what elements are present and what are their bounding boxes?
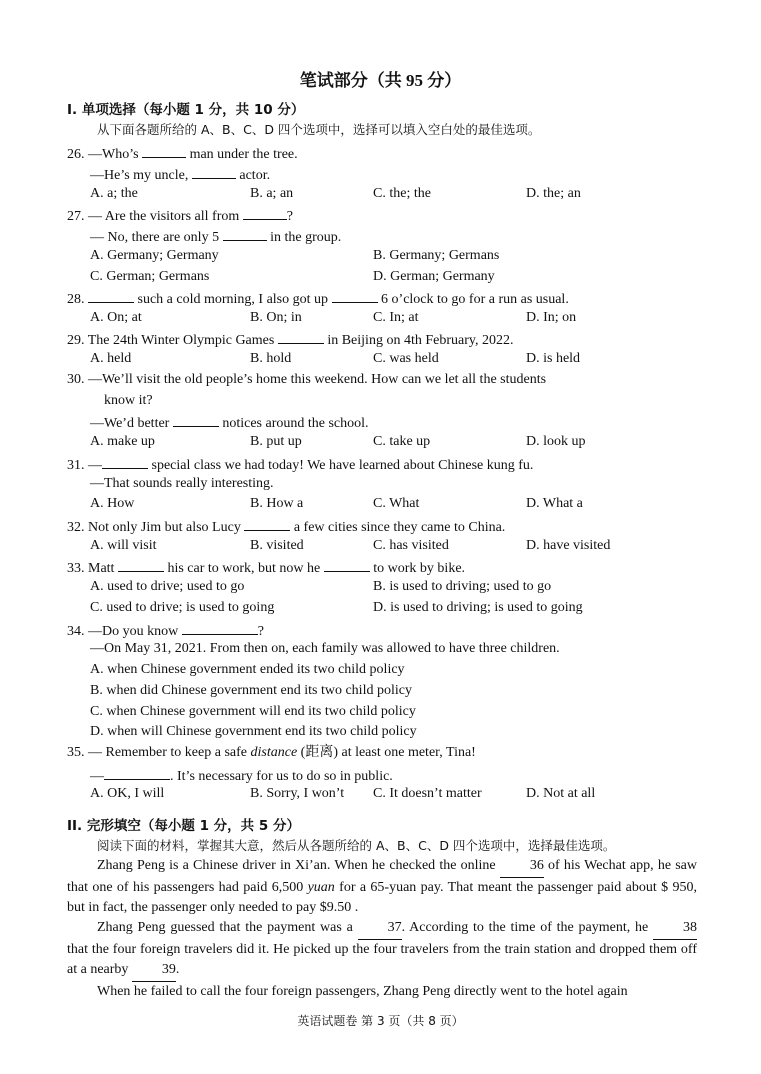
q26-text-a: 26. —Who’s	[67, 147, 143, 162]
q35-text-a: 35. — Remember to keep a safe	[67, 745, 251, 760]
q27-line2	[90, 226, 341, 247]
cloze-blank-37: 37	[358, 918, 402, 940]
q28-option-b: B. On; in	[250, 310, 302, 325]
answer-blank	[173, 412, 219, 427]
q26-text-b: man under the tree.	[186, 147, 298, 162]
q30-line3	[90, 412, 369, 433]
passage-text: that the four foreign travelers did it. He picked up the four travelers from the train station and dropped them off at a nearby	[67, 941, 697, 978]
q35-option-b: B. Sorry, I won’t	[250, 786, 345, 801]
q34-line1	[67, 620, 264, 641]
q32-option-d: D. have visited	[526, 538, 611, 553]
q34-option-b: B. when did Chinese government end its two child policy	[90, 683, 412, 698]
q26-options	[90, 185, 710, 203]
q30-option-a: A. make up	[90, 434, 155, 449]
q27-option-a: A. Germany; Germany	[90, 248, 219, 263]
q33-line1	[67, 557, 465, 578]
q30-line2: know it?	[104, 393, 153, 408]
q34-option-c: C. when Chinese government will end its two child policy	[90, 704, 416, 719]
passage-text: .	[175, 962, 180, 978]
q27-text-b: ?	[286, 209, 293, 224]
q31-text-a: 31. —	[67, 458, 102, 473]
q26-option-c: C. the; the	[373, 186, 431, 201]
q34-option-a: A. when Chinese government ended its two child policy	[90, 662, 405, 677]
answer-blank	[118, 557, 164, 572]
answer-blank	[243, 205, 287, 220]
passage-paragraph-2	[67, 918, 697, 982]
answer-blank	[223, 226, 267, 241]
q31-option-b: B. How a	[250, 496, 304, 511]
q28-option-c: C. In; at	[373, 310, 419, 325]
page-footer: 英语试题卷 第 3 页（共 8 页）	[297, 1014, 464, 1028]
passage-paragraph-3: When he failed to call the four foreign passengers, Zhang Peng directly went to the hotel again	[97, 984, 628, 999]
q29-option-a: A. held	[90, 351, 132, 366]
q27-text-a: 27. — Are the visitors all from	[67, 209, 243, 224]
answer-blank	[104, 765, 170, 780]
cloze-blank-39: 39	[132, 960, 176, 982]
q32-option-c: C. has visited	[373, 538, 449, 553]
q34-option-d: D. when will Chinese government end its two child policy	[90, 724, 417, 739]
q31-text-b: special class we had today! We have learned about Chinese kung fu.	[148, 458, 534, 473]
passage-text: Zhang Peng is a Chinese driver in Xi’an. When he checked the online	[97, 858, 500, 873]
q28-line1	[67, 288, 569, 309]
q26-line1	[67, 143, 298, 164]
passage-text: Zhang Peng guessed that the payment was a	[97, 920, 358, 935]
q29-line1	[67, 329, 513, 350]
q27-options-row1	[90, 247, 710, 265]
answer-blank	[192, 164, 236, 179]
answer-blank	[332, 288, 378, 303]
q29-options	[90, 350, 710, 368]
q30-text-b: notices around the school.	[218, 416, 369, 431]
q30-option-c: C. take up	[373, 434, 431, 449]
answer-blank	[182, 620, 258, 635]
q34-text-b: ?	[257, 624, 264, 639]
passage-text: of his Wechat app, he saw that one of his passengers had paid 6,500	[67, 858, 697, 895]
q29-option-b: B. hold	[250, 351, 292, 366]
q27-option-c: C. German; Germans	[90, 269, 210, 284]
q26-option-a: A. a; the	[90, 186, 138, 201]
q32-option-a: A. will visit	[90, 538, 157, 553]
cloze-blank-38: 38	[653, 918, 697, 940]
q30-option-b: B. put up	[250, 434, 302, 449]
q33-options-row1	[90, 578, 710, 596]
q32-options	[90, 537, 710, 555]
q30-options	[90, 433, 710, 451]
q32-text-a: 32. Not only Jim but also Lucy	[67, 520, 245, 535]
q26-text-c: —He’s my uncle,	[90, 168, 192, 183]
cloze-blank-36: 36	[500, 856, 544, 878]
q28-options	[90, 309, 710, 327]
q27-text-d: in the group.	[266, 230, 342, 245]
q33-option-c: C. used to drive; is used to going	[90, 600, 275, 615]
q32-text-b: a few cities since they came to China.	[290, 520, 506, 535]
q28-text-c: 6 o’clock to go for a run as usual.	[377, 292, 569, 307]
answer-blank	[142, 143, 186, 158]
q31-option-c: C. What	[373, 496, 420, 511]
q31-option-a: A. How	[90, 496, 135, 511]
q34-line2: —On May 31, 2021. From then on, each family was allowed to have three children.	[90, 641, 560, 656]
q26-text-d: actor.	[235, 168, 271, 183]
q26-option-d: D. the; an	[526, 186, 581, 201]
passage-italic-word: yuan	[307, 879, 335, 895]
q27-option-b: B. Germany; Germans	[373, 248, 500, 263]
q32-line1	[67, 516, 505, 537]
q33-option-d: D. is used to driving; is used to going	[373, 600, 583, 615]
passage-text: for a 65-yuan pay. That meant the passenger paid about $ 950, but in fact, the passenger only needed to pay $9.50 .	[67, 879, 697, 916]
answer-blank	[88, 288, 134, 303]
section-1-heading: I. 单项选择（每小题 1 分，共 10 分）	[67, 102, 305, 118]
q28-text-a: 28.	[67, 292, 88, 307]
q29-option-c: C. was held	[373, 351, 439, 366]
section-1-instruction: 从下面各题所给的 A、B、C、D 四个选项中，选择可以填入空白处的最佳选项。	[97, 122, 541, 137]
q33-options-row2	[90, 599, 710, 617]
q33-text-a: 33. Matt	[67, 561, 118, 576]
answer-blank	[278, 329, 324, 344]
q28-option-a: A. On; at	[90, 310, 142, 325]
q33-text-c: to work by bike.	[369, 561, 466, 576]
q33-option-b: B. is used to driving; used to go	[373, 579, 552, 594]
answer-blank	[244, 516, 290, 531]
q35-text-b: (距离) at least one meter, Tina!	[297, 745, 476, 760]
passage-paragraph-1	[67, 856, 697, 919]
q31-line2: —That sounds really interesting.	[90, 476, 274, 491]
q27-option-d: D. German; Germany	[373, 269, 495, 284]
q35-text-c: —	[90, 769, 104, 784]
q35-option-c: C. It doesn’t matter	[373, 786, 482, 801]
q26-option-b: B. a; an	[250, 186, 294, 201]
q29-option-d: D. is held	[526, 351, 581, 366]
q35-options	[90, 785, 710, 803]
page-title: 笔试部分（共 95 分）	[299, 71, 462, 90]
q27-text-c: — No, there are only 5	[90, 230, 223, 245]
q35-line2	[90, 765, 393, 786]
section-2-instruction: 阅读下面的材料，掌握其大意，然后从各题所给的 A、B、C、D 四个选项中，选择最佳选项。	[97, 838, 616, 853]
q30-option-d: D. look up	[526, 434, 586, 449]
q26-line2	[90, 164, 270, 185]
passage-text: . According to the time of the payment, he	[401, 920, 653, 935]
q35-option-d: D. Not at all	[526, 786, 596, 801]
q27-line1	[67, 205, 293, 226]
q30-line1: 30. —We’ll visit the old people’s home this weekend. How can we let all the students	[67, 372, 547, 387]
q29-text-b: in Beijing on 4th February, 2022.	[323, 333, 514, 348]
q35-italic-word: distance	[250, 745, 298, 760]
q35-text-d: . It’s necessary for us to do so in public.	[170, 769, 393, 784]
answer-blank	[324, 557, 370, 572]
q30-text-a: —We’d better	[90, 416, 173, 431]
q29-text-a: 29. The 24th Winter Olympic Games	[67, 333, 278, 348]
q31-line1	[67, 454, 533, 475]
answer-blank	[102, 454, 148, 469]
q35-option-a: A. OK, I will	[90, 786, 165, 801]
q35-line1	[67, 744, 476, 762]
q33-option-a: A. used to drive; used to go	[90, 579, 245, 594]
q32-option-b: B. visited	[250, 538, 304, 553]
q28-option-d: D. In; on	[526, 310, 577, 325]
q27-options-row2	[90, 268, 710, 286]
section-2-heading: II. 完形填空（每小题 1 分，共 5 分）	[67, 818, 300, 834]
q33-text-b: his car to work, but now he	[163, 561, 324, 576]
q31-option-d: D. What a	[526, 496, 583, 511]
q31-options	[90, 495, 710, 513]
q34-text-a: 34. —Do you know	[67, 624, 182, 639]
q28-text-b: such a cold morning, I also got up	[134, 292, 332, 307]
